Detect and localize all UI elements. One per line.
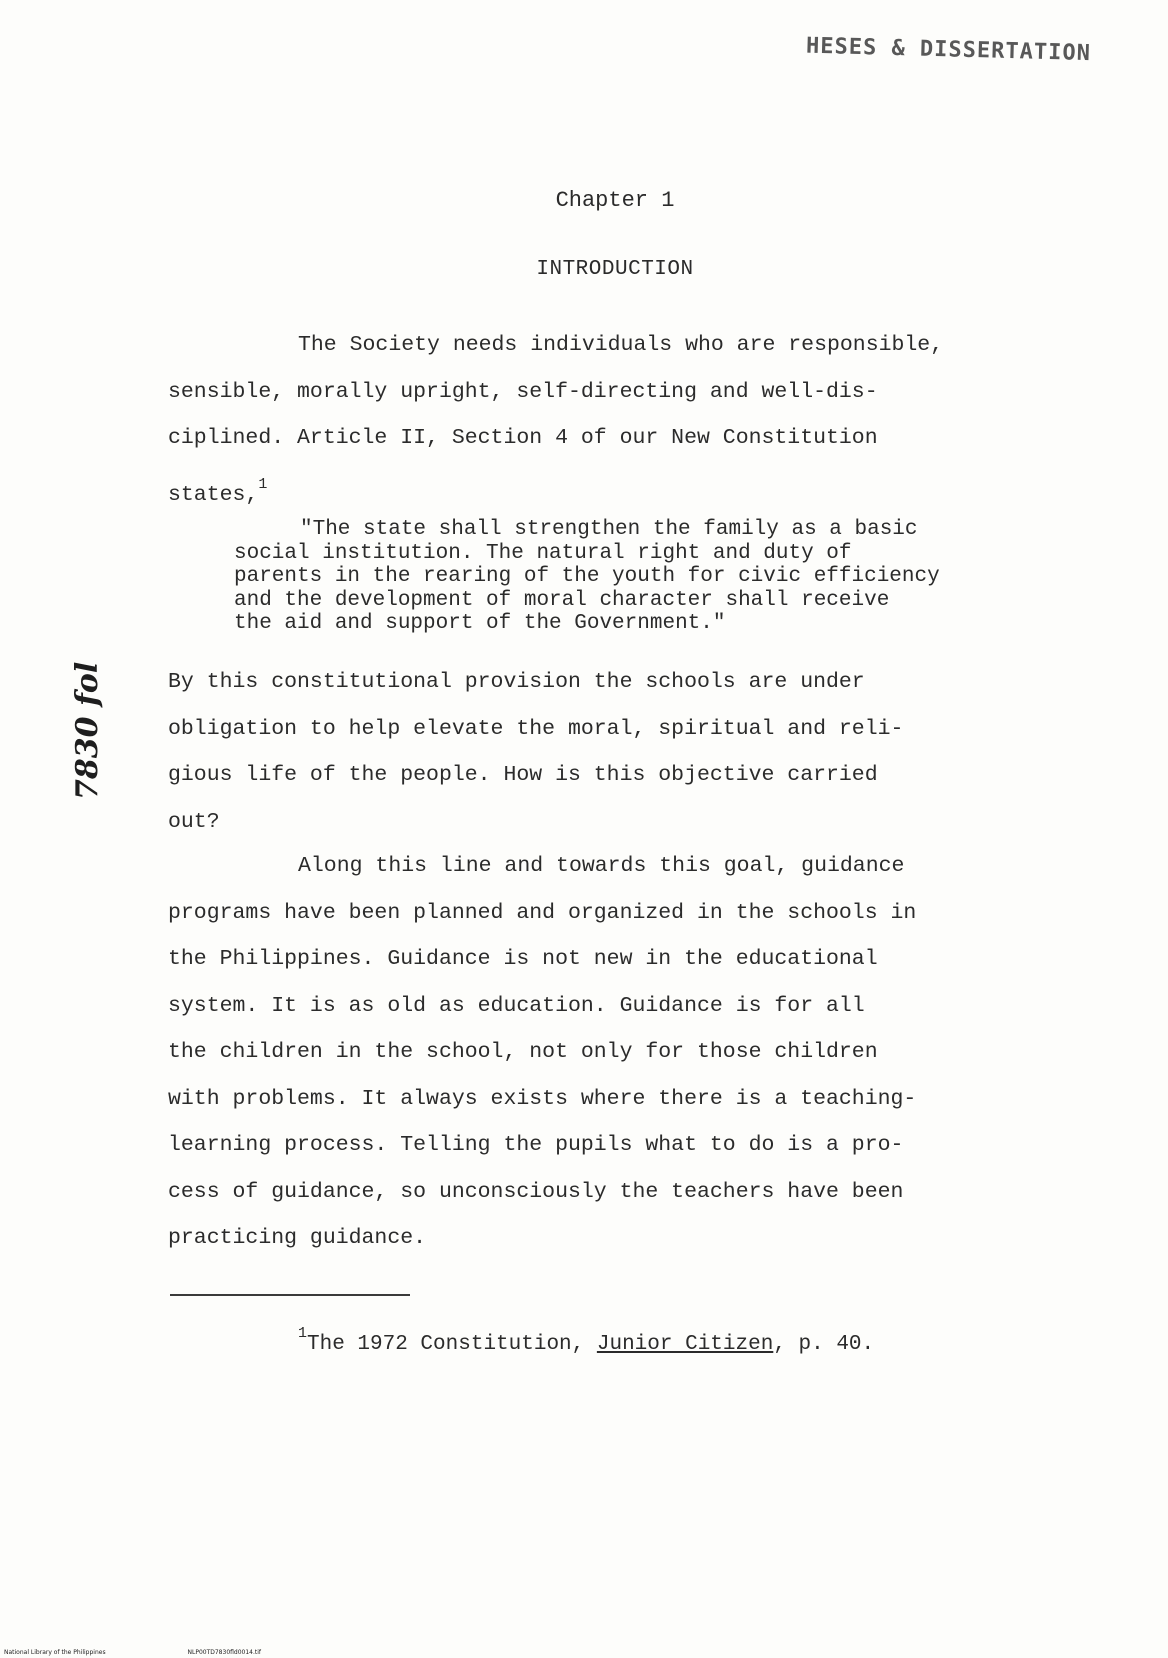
footnote-marker: 1 — [298, 1325, 308, 1342]
constitution-quote — [234, 518, 1064, 636]
quote-line: and the development of moral character shall receive — [234, 588, 890, 612]
text-line: sensible, morally upright, self-directing and well-dis- — [168, 379, 878, 404]
footnote-text: The 1972 Constitution, — [307, 1333, 597, 1356]
text-line: Along this line and towards this goal, guidance — [298, 854, 905, 878]
footnote-divider — [170, 1294, 410, 1296]
chapter-title: Chapter 1 — [555, 188, 675, 213]
text-line: system. It is as old as education. Guidance is for all — [168, 993, 865, 1018]
text-line — [168, 462, 1018, 519]
text-line: programs have been planned and organized in the schools in — [168, 900, 917, 925]
text-line: the children in the school, not only for those children — [168, 1040, 878, 1064]
text-line: The Society needs individuals who are responsible, — [298, 333, 944, 357]
paragraph-3 — [168, 843, 1018, 1262]
text-line: cess of guidance, so unconsciously the teachers have been — [168, 1179, 904, 1204]
paragraph-2 — [168, 659, 1018, 845]
footnote-source-title: Junior Citizen — [596, 1333, 774, 1356]
library-name: National Library of the Philippines — [4, 1649, 106, 1656]
theses-dissertation-stamp: HESES & DISSERTATION — [805, 33, 1092, 67]
section-heading: INTRODUCTION — [536, 258, 694, 281]
text-line: learning process. Telling the pupils what to do is a pro- — [168, 1133, 904, 1157]
text-line: obligation to help elevate the moral, spiritual and reli- — [168, 716, 904, 741]
text-line: with problems. It always exists where there is a teaching- — [168, 1086, 917, 1111]
footnote-reference: 1 — [258, 475, 268, 493]
paragraph-1 — [168, 322, 1018, 518]
quote-line: "The state shall strengthen the family as a basic — [300, 518, 918, 541]
footnote — [298, 1325, 874, 1356]
text-line: out? — [168, 809, 220, 834]
scan-caption — [4, 1649, 341, 1656]
text-line: the Philippines. Guidance is not new in the educational — [168, 947, 878, 971]
text-line: practicing guidance. — [168, 1226, 427, 1250]
text-fragment: states, — [168, 482, 259, 507]
handwritten-call-number: 7830 fol — [70, 661, 105, 800]
quote-line: parents in the rearing of the youth for civic efficiency — [234, 565, 940, 588]
text-line: gious life of the people. How is this objective carried — [168, 763, 878, 787]
footnote-page: , p. 40. — [773, 1333, 875, 1356]
quote-line: social institution. The natural right and duty of — [234, 541, 852, 565]
quote-line: the aid and support of the Government." — [234, 612, 726, 635]
text-line: By this constitutional provision the schools are under — [168, 670, 865, 694]
file-name: NLP00TD7830fld0014.tif — [187, 1649, 262, 1656]
text-line: ciplined. Article II, Section 4 of our New Constitution — [168, 426, 878, 450]
